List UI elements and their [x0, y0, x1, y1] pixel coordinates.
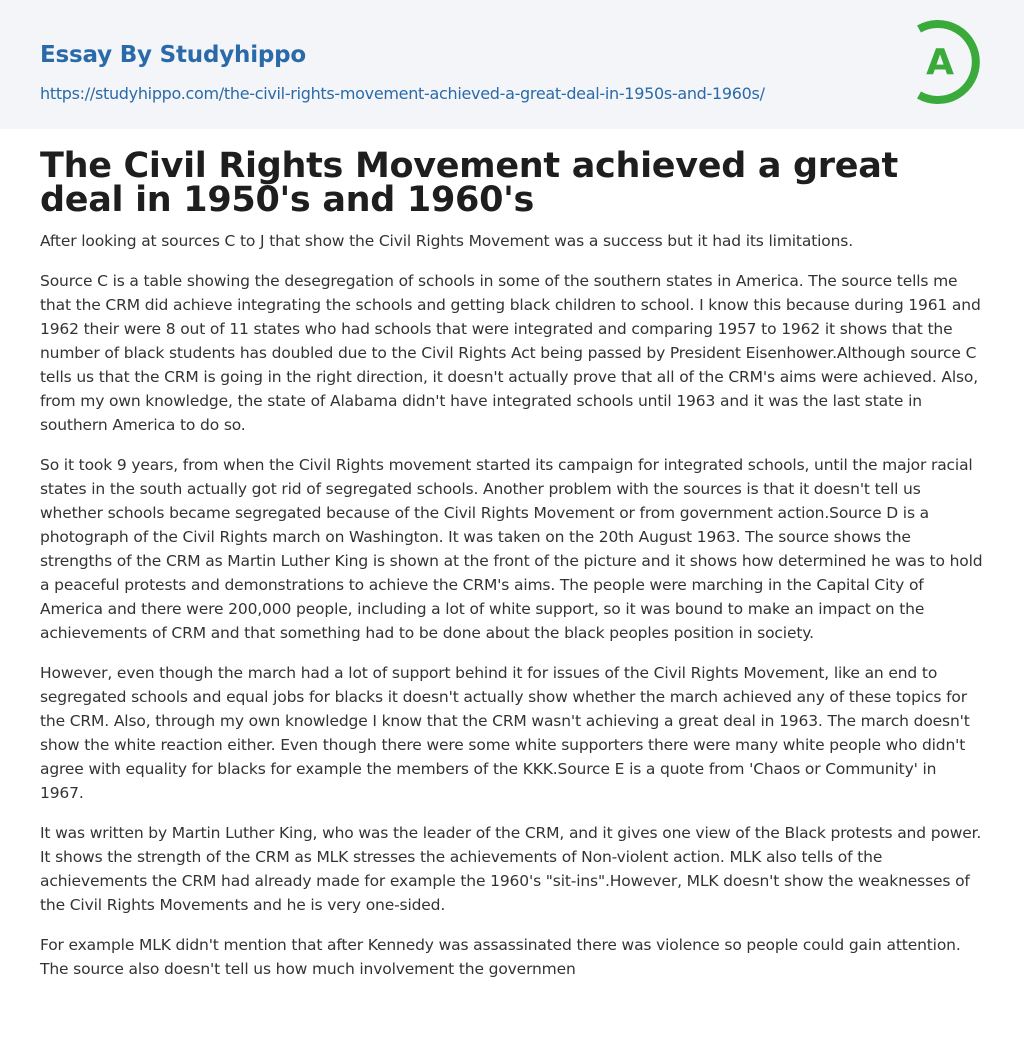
article-paragraph: After looking at sources C to J that show the Civil Rights Movement was a success but it had its limitations. [40, 232, 853, 250]
site-header [0, 0, 1024, 129]
site-brand[interactable]: Essay By Studyhippo [40, 42, 307, 68]
article-paragraph: So it took 9 years, from when the Civil Rights movement started its campaign for integrated schools, until the major racial states in the south actually got rid of segregated schools. Another problem with the sources is that it doesn't tell us whether schools became segregated because of the Civil Rights Movement or from government action.Source D is a photograph of the Civil Rights march on Washington. It was taken on the 20th August 1963. The source shows the strengths of the CRM as Martin Luther King is shown at the front of the picture and it shows how determined he was to hold a peaceful protests and demonstrations to achieve the CRM's aims. The people were marching in the Capital City of America and there were 200,000 people, including a lot of white support, so it was bound to make an impact on the achievements of CRM and that something had to be done about the black peoples position in society. [40, 456, 983, 642]
article-title: The Civil Rights Movement achieved a great deal in 1950's and 1960's [40, 146, 898, 220]
studyhippo-logo-icon[interactable] [906, 16, 992, 108]
article-paragraph: Source C is a table showing the desegregation of schools in some of the southern states in America. The source tells me that the CRM did achieve integrating the schools and getting black children to school. I know this because during 1961 and 1962 their were 8 out of 11 states who had schools that were integrated and comparing 1957 to 1962 it shows that the number of black students has doubled due to the Civil Rights Act being passed by President Eisenhower.Although source C tells us that the CRM is going in the right direction, it doesn't actually prove that all of the CRM's aims were achieved. Also, from my own knowledge, the state of Alabama didn't have integrated schools until 1963 and it was the last state in southern America to do so. [40, 272, 981, 434]
article-paragraph: It was written by Martin Luther King, who was the leader of the CRM, and it gives one view of the Black protests and power. It shows the strength of the CRM as MLK stresses the achievements of Non-violent action. MLK also tells of the achievements the CRM had already made for example the 1960's "sit-ins".However, MLK doesn't show the weaknesses of the Civil Rights Movements and he is very one-sided. [40, 824, 982, 914]
source-url-link[interactable]: https://studyhippo.com/the-civil-rights-movement-achieved-a-great-deal-in-1950s-and-1960s/ [40, 84, 765, 103]
article-paragraph: For example MLK didn't mention that after Kennedy was assassinated there was violence so people could gain attention. The source also doesn't tell us how much involvement the governmen [40, 936, 961, 978]
article [40, 146, 984, 997]
logo-letter: A [926, 42, 954, 83]
article-paragraph: However, even though the march had a lot of support behind it for issues of the Civil Rights Movement, like an end to segregated schools and equal jobs for blacks it doesn't actually show whether the march achieved any of these topics for the CRM. Also, through my own knowledge I know that the CRM wasn't achieving a great deal in 1963. The march doesn't show the white reaction either. Even though there were some white supporters there were many white people who didn't agree with equality for blacks for example the members of the KKK.Source E is a quote from 'Chaos or Community' in 1967. [40, 664, 970, 802]
